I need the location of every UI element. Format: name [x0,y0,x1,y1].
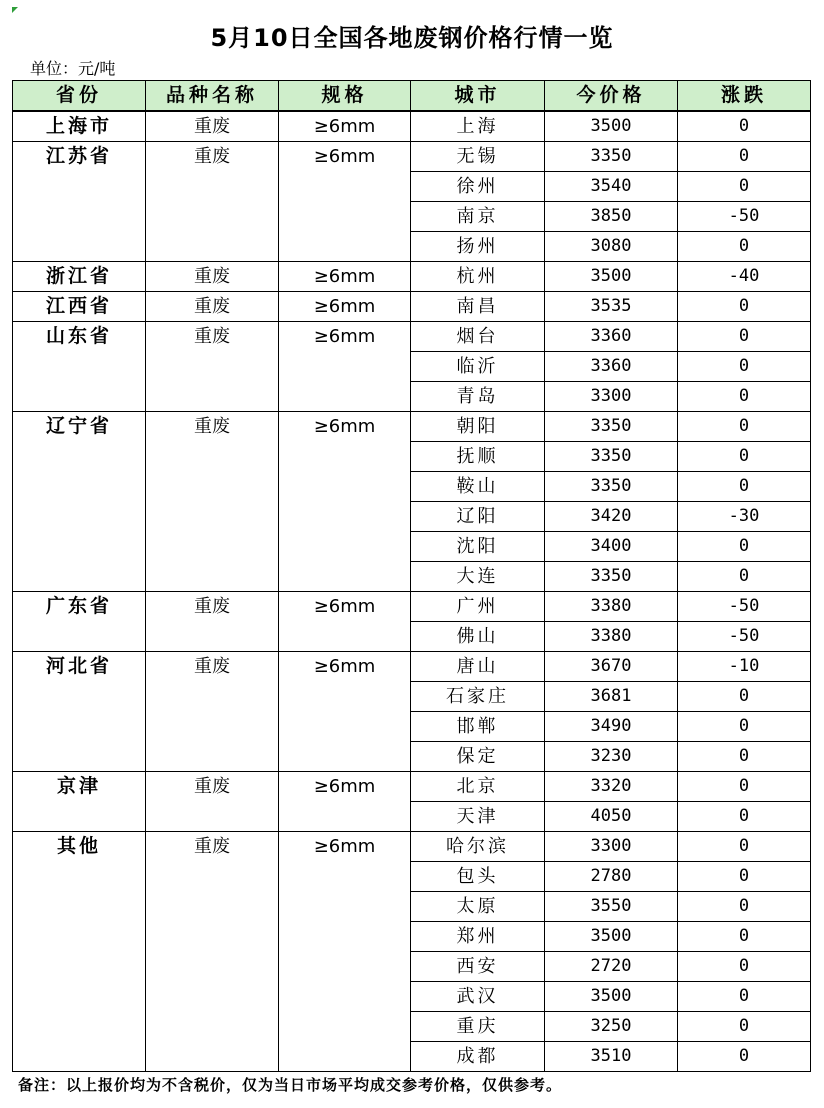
province-cell: 河北省 [13,652,146,772]
header-price: 今价格 [545,81,678,112]
price-cell: 3500 [545,111,678,142]
city-cell: 北京 [411,772,545,802]
province-cell: 其他 [13,832,146,1072]
price-cell: 3300 [545,382,678,412]
table-row [13,652,811,682]
change-cell: 0 [678,172,811,202]
spec-cell: ≥6mm [279,412,411,592]
city-cell: 郑州 [411,922,545,952]
variety-cell: 重废 [146,772,279,832]
price-cell: 3400 [545,532,678,562]
price-cell: 3350 [545,412,678,442]
city-cell: 大连 [411,562,545,592]
city-cell: 青岛 [411,382,545,412]
change-cell: -50 [678,622,811,652]
change-cell: 0 [678,952,811,982]
price-table [12,80,811,1072]
city-cell: 朝阳 [411,412,545,442]
city-cell: 徐州 [411,172,545,202]
city-cell: 抚顺 [411,442,545,472]
change-cell: -50 [678,202,811,232]
price-cell: 3360 [545,352,678,382]
price-cell: 3420 [545,502,678,532]
city-cell: 唐山 [411,652,545,682]
city-cell: 临沂 [411,352,545,382]
city-cell: 包头 [411,862,545,892]
table-row [13,832,811,862]
price-cell: 3500 [545,982,678,1012]
table-row [13,111,811,142]
price-cell: 3681 [545,682,678,712]
price-cell: 3380 [545,592,678,622]
variety-cell: 重废 [146,111,279,142]
table-row [13,592,811,622]
change-cell: 0 [678,922,811,952]
city-cell: 天津 [411,802,545,832]
city-cell: 哈尔滨 [411,832,545,862]
change-cell: -40 [678,262,811,292]
city-cell: 烟台 [411,322,545,352]
spec-cell: ≥6mm [279,772,411,832]
variety-cell: 重废 [146,832,279,1072]
price-cell: 3380 [545,622,678,652]
change-cell: 0 [678,742,811,772]
spec-cell: ≥6mm [279,111,411,142]
city-cell: 无锡 [411,142,545,172]
header-province: 省份 [13,81,146,112]
price-cell: 3850 [545,202,678,232]
table-row [13,292,811,322]
table-row [13,262,811,292]
spec-cell: ≥6mm [279,142,411,262]
change-cell: 0 [678,1042,811,1072]
table-row [13,142,811,172]
header-change: 涨跌 [678,81,811,112]
change-cell: -30 [678,502,811,532]
table-row [13,412,811,442]
price-cell: 3080 [545,232,678,262]
city-cell: 南昌 [411,292,545,322]
change-cell: 0 [678,682,811,712]
change-cell: 0 [678,382,811,412]
spec-cell: ≥6mm [279,322,411,412]
price-cell: 3360 [545,322,678,352]
price-cell: 2720 [545,952,678,982]
change-cell: 0 [678,352,811,382]
province-cell: 江西省 [13,292,146,322]
price-cell: 3300 [545,832,678,862]
province-cell: 京津 [13,772,146,832]
price-cell: 3550 [545,892,678,922]
price-cell: 3670 [545,652,678,682]
variety-cell: 重废 [146,262,279,292]
province-cell: 山东省 [13,322,146,412]
price-cell: 3350 [545,562,678,592]
change-cell: 0 [678,412,811,442]
price-cell: 4050 [545,802,678,832]
change-cell: -10 [678,652,811,682]
city-cell: 辽阳 [411,502,545,532]
price-cell: 3535 [545,292,678,322]
change-cell: 0 [678,292,811,322]
table-row [13,322,811,352]
city-cell: 沈阳 [411,532,545,562]
city-cell: 重庆 [411,1012,545,1042]
variety-cell: 重废 [146,592,279,652]
change-cell: 0 [678,892,811,922]
city-cell: 太原 [411,892,545,922]
unit-label: 单位：元/吨 [30,59,116,78]
change-cell: 0 [678,472,811,502]
price-cell: 3250 [545,1012,678,1042]
price-cell: 3510 [545,1042,678,1072]
change-cell: 0 [678,832,811,862]
city-cell: 广州 [411,592,545,622]
province-cell: 浙江省 [13,262,146,292]
city-cell: 佛山 [411,622,545,652]
spec-cell: ≥6mm [279,832,411,1072]
header-spec: 规格 [279,81,411,112]
price-cell: 3540 [545,172,678,202]
spec-cell: ≥6mm [279,292,411,322]
change-cell: 0 [678,772,811,802]
change-cell: 0 [678,1012,811,1042]
spec-cell: ≥6mm [279,592,411,652]
corner-marker-icon [12,7,18,13]
change-cell: 0 [678,442,811,472]
city-cell: 西安 [411,952,545,982]
city-cell: 杭州 [411,262,545,292]
change-cell: 0 [678,532,811,562]
province-cell: 辽宁省 [13,412,146,592]
change-cell: 0 [678,862,811,892]
city-cell: 武汉 [411,982,545,1012]
table-body [13,111,811,1072]
price-cell: 3350 [545,472,678,502]
city-cell: 石家庄 [411,682,545,712]
city-cell: 上海 [411,111,545,142]
city-cell: 南京 [411,202,545,232]
change-cell: 0 [678,562,811,592]
variety-cell: 重废 [146,412,279,592]
variety-cell: 重废 [146,322,279,412]
variety-cell: 重废 [146,652,279,772]
header-variety: 品种名称 [146,81,279,112]
change-cell: 0 [678,322,811,352]
spec-cell: ≥6mm [279,262,411,292]
city-cell: 扬州 [411,232,545,262]
city-cell: 成都 [411,1042,545,1072]
header-row [13,81,811,112]
price-cell: 3350 [545,142,678,172]
spec-cell: ≥6mm [279,652,411,772]
change-cell: -50 [678,592,811,622]
price-cell: 3350 [545,442,678,472]
province-cell: 江苏省 [13,142,146,262]
variety-cell: 重废 [146,292,279,322]
city-cell: 鞍山 [411,472,545,502]
change-cell: 0 [678,712,811,742]
header-city: 城市 [411,81,545,112]
page-title: 5月10日全国各地废钢价格行情一览 [210,24,614,52]
price-cell: 3500 [545,922,678,952]
change-cell: 0 [678,232,811,262]
price-cell: 3490 [545,712,678,742]
footnote: 备注：以上报价均为不含税价，仅为当日市场平均成交参考价格，仅供参考。 [18,1076,563,1094]
change-cell: 0 [678,982,811,1012]
table-row [13,772,811,802]
change-cell: 0 [678,142,811,172]
city-cell: 保定 [411,742,545,772]
price-cell: 3320 [545,772,678,802]
change-cell: 0 [678,802,811,832]
province-cell: 广东省 [13,592,146,652]
variety-cell: 重废 [146,142,279,262]
change-cell: 0 [678,111,811,142]
price-cell: 3500 [545,262,678,292]
price-cell: 2780 [545,862,678,892]
price-cell: 3230 [545,742,678,772]
province-cell: 上海市 [13,111,146,142]
city-cell: 邯郸 [411,712,545,742]
